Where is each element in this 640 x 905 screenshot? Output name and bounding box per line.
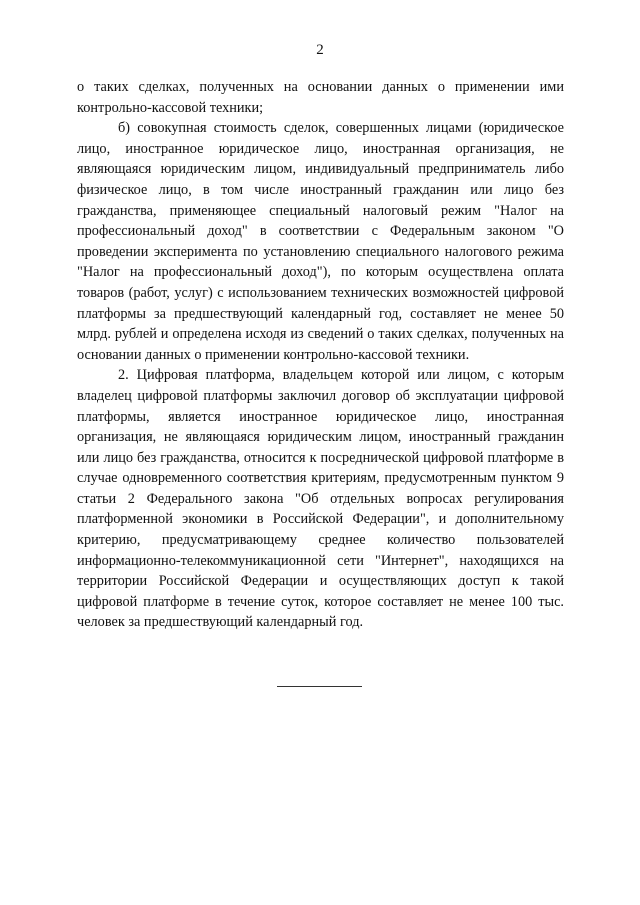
paragraph-continuation: о таких сделках, полученных на основании данных о применении ими контрольно-кассовой техники; (77, 79, 564, 116)
document-body (77, 77, 564, 633)
page-number: 2 (316, 42, 324, 58)
paragraph-item-2: 2. Цифровая платформа, владельцем которой или лицом, с которым владелец цифровой платформы заключил договор об эксплуатации цифровой платформы, является иностранное юридическое лицо, иностранная организация, не являющаяся юридическим лицом, иностранный гражданин или лицо без гражданства, относится к посреднической цифровой платформе в случае одновременного соответствия критериям, предусмотренным пунктом 9 статьи 2 Федерального закона "Об отдельных вопросах регулирования платформенной экономики в Российской Федерации", и дополнительному критерию, предусматривающему среднее количество пользователей информационно-телекоммуникационной сети "Интернет", находящихся на территории Российской Федерации и осуществляющих доступ к такой цифровой платформе в течение суток, которое составляет не менее 100 тыс. человек за предшествующий календарный год. (77, 367, 564, 631)
end-separator-line (277, 686, 362, 687)
paragraph-item-b: б) совокупная стоимость сделок, совершенных лицами (юридическое лицо, иностранное юридическое лицо, иностранная организация, не являющаяся юридическим лицом, индивидуальный предприниматель либо физическое лицо, в том числе иностранный гражданин или лицо без гражданства, применяющее специальный налоговый режим "Налог на профессиональный доход" в соответствии с Федеральным законом "О проведении эксперимента по установлению специального налогового режима "Налог на профессиональный доход"), по которым осуществлена оплата товаров (работ, услуг) с использованием технических возможностей цифровой платформы за предшествующий календарный год, составляет не менее 50 млрд. рублей и определена исходя из сведений о таких сделках, полученных на основании данных о применении контрольно-кассовой техники. (77, 120, 564, 363)
